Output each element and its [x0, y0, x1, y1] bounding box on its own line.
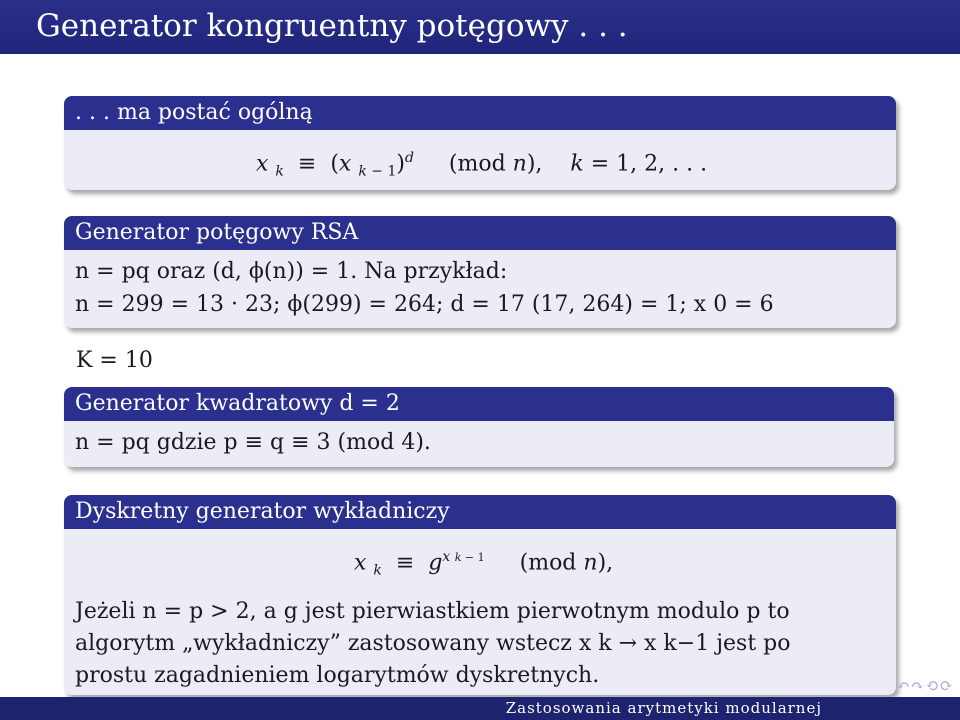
text-line-2: algorytm „wykładniczy” zastosowany wstecz x k → x k−1 jest po [75, 631, 791, 656]
loose-line-k: K = 10 [76, 348, 153, 373]
block-square-generator [64, 387, 894, 467]
footer-title: Zastosowania arytmetyki modularnej [505, 699, 822, 717]
block-header: . . . ma postać ogólną [64, 96, 896, 130]
rsa-example-line: n = 299 = 13 · 23; ϕ(299) = 264; d = 17 (17, 264) = 1; x 0 = 6 [75, 292, 774, 317]
text-line-1: Jeżeli n = p > 2, a g jest pierwiastkiem pierwotnym modulo p to [75, 599, 790, 624]
title-bar [0, 0, 960, 54]
footer-bar [0, 697, 960, 720]
rsa-condition-line: n = pq oraz (d, ϕ(n)) = 1. Na przykład: [75, 259, 508, 284]
block-header: Generator potęgowy RSA [64, 216, 896, 250]
block-header: Generator kwadratowy d = 2 [64, 387, 894, 421]
square-condition-line: n = pq gdzie p ≡ q ≡ 3 (mod 4). [75, 430, 431, 455]
block-discrete-exp-generator [64, 495, 896, 695]
block-header: Dyskretny generator wykładniczy [64, 495, 896, 529]
slide-title: Generator kongruentny potęgowy . . . [36, 8, 628, 44]
block-rsa-generator [64, 216, 896, 328]
block-general-form [64, 96, 896, 190]
recurrence-formula: x $_k$ ≡ (x $_{k - 1}$)$^d$ (mod n), k = 1, 2, . . . [256, 150, 708, 180]
text-line-3: prostu zagadnieniem logarytmów dyskretnych. [75, 663, 600, 688]
exp-formula: x $_k \equiv g^{x k - 1}$ (mod n), [354, 549, 614, 579]
navigation-icons[interactable]: ↶↷⟲⟳ [896, 676, 954, 695]
